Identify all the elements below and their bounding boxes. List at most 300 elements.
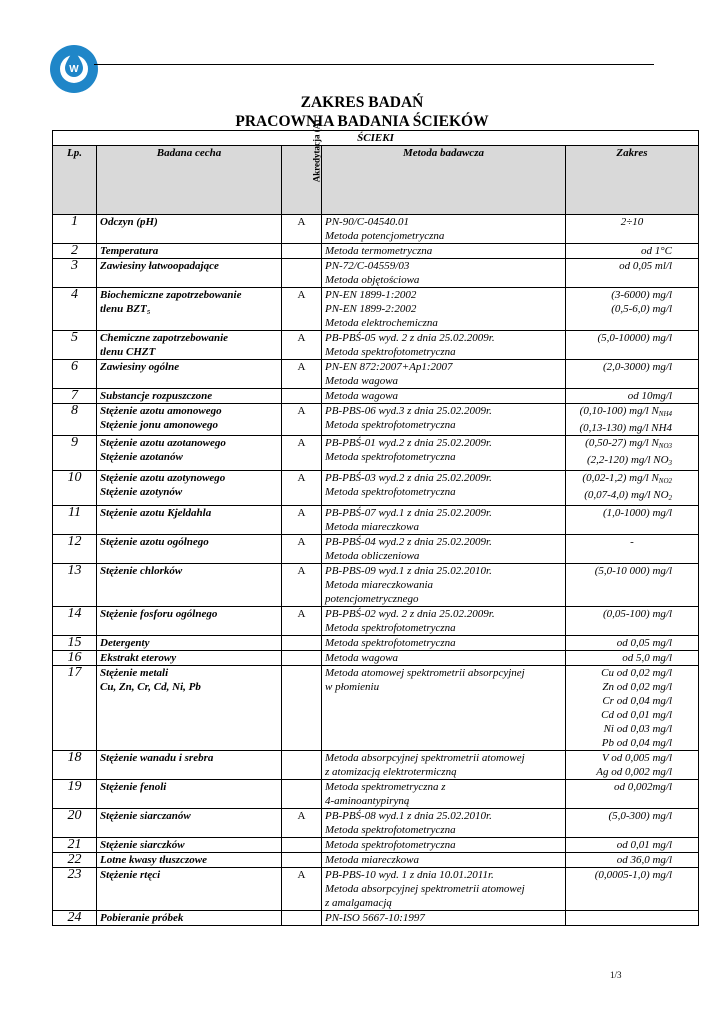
cecha-text: Stężenie siarczków — [100, 839, 185, 851]
metoda-line — [325, 229, 562, 243]
metoda-line — [325, 374, 562, 388]
cecha-line — [100, 418, 278, 432]
row-number: 8 — [53, 404, 97, 436]
row-cecha — [97, 288, 282, 331]
metoda-line — [325, 636, 562, 650]
metoda-line — [325, 823, 562, 837]
metoda-line — [325, 868, 562, 882]
zakres-text: od 0,01 mg/l — [616, 839, 673, 851]
row-number: 5 — [53, 331, 97, 360]
row-zakres — [566, 404, 699, 436]
metoda-line — [325, 389, 562, 403]
document-title: ZAKRES BADAŃ — [300, 94, 424, 111]
table-row — [53, 666, 699, 751]
table-row — [53, 868, 699, 911]
zakres-text: V od 0,005 mg/l — [601, 752, 673, 764]
row-akredytacja — [282, 853, 322, 868]
metoda-text: Metoda miareczkowa — [325, 854, 419, 866]
metoda-text: Metoda obliczeniowa — [325, 550, 420, 562]
row-zakres — [566, 215, 699, 244]
row-metoda — [322, 564, 566, 607]
zakres-text: (0,07-4,0) mg/l NO — [584, 489, 669, 501]
metoda-line — [325, 578, 562, 592]
table-row — [53, 331, 699, 360]
zakres-line — [569, 404, 672, 421]
zakres-line — [569, 421, 672, 435]
metoda-text: Metoda spektrofotometryczna — [325, 346, 456, 358]
cecha-text: Stężenie rtęci — [100, 869, 161, 881]
row-cecha — [97, 535, 282, 564]
zakres-line — [569, 651, 672, 665]
cecha-text: Stężenie azotu azotanowego — [100, 437, 226, 449]
row-zakres — [566, 471, 699, 506]
metoda-text: PN-90/C-04540.01 — [325, 216, 410, 228]
row-cecha — [97, 911, 282, 926]
table-row — [53, 636, 699, 651]
row-metoda — [322, 651, 566, 666]
zakres-text: od 10mg/l — [627, 390, 673, 402]
zakres-line — [569, 680, 672, 694]
metoda-line — [325, 244, 562, 258]
table-row — [53, 853, 699, 868]
zakres-subscript: 2 — [668, 494, 673, 502]
row-akredytacja — [282, 751, 322, 780]
row-metoda — [322, 259, 566, 288]
cecha-text: Stężenie fosforu ogólnego — [100, 608, 218, 620]
row-cecha — [97, 331, 282, 360]
row-akredytacja: A — [282, 868, 322, 911]
table-row — [53, 215, 699, 244]
metoda-text: PB-PBŚ-05 wyd. 2 z dnia 25.02.2009r. — [325, 332, 495, 344]
table-row — [53, 506, 699, 535]
zakres-line — [569, 780, 672, 794]
metoda-text: Metoda wagowa — [325, 652, 399, 664]
row-zakres — [566, 331, 699, 360]
zakres-text: Cr od 0,04 mg/l — [602, 695, 673, 707]
zakres-text: Cu od 0,02 mg/l — [601, 667, 673, 679]
row-cecha — [97, 751, 282, 780]
table-row — [53, 244, 699, 259]
row-metoda — [322, 215, 566, 244]
table-row — [53, 389, 699, 404]
cecha-line — [100, 259, 278, 273]
zakres-line — [569, 838, 672, 852]
metoda-text: Metoda atomowej spektrometrii absorpcyjnej — [325, 667, 525, 679]
row-cecha — [97, 868, 282, 911]
row-zakres — [566, 564, 699, 607]
row-metoda — [322, 751, 566, 780]
row-cecha — [97, 215, 282, 244]
row-zakres — [566, 506, 699, 535]
row-zakres — [566, 780, 699, 809]
zakres-line — [569, 853, 672, 867]
metoda-text: Metoda wagowa — [325, 375, 399, 387]
row-zakres — [566, 607, 699, 636]
metoda-text: PB-PBS-09 wyd.1 z dnia 25.02.2010r. — [325, 565, 492, 577]
row-zakres — [566, 244, 699, 259]
cecha-text: Temperatura — [100, 245, 159, 257]
row-number: 15 — [53, 636, 97, 651]
metoda-line — [325, 607, 562, 621]
cecha-line — [100, 389, 278, 403]
row-metoda — [322, 506, 566, 535]
table-row — [53, 259, 699, 288]
metoda-line — [325, 506, 562, 520]
row-akredytacja: A — [282, 607, 322, 636]
row-akredytacja — [282, 636, 322, 651]
header-cecha: Badana cecha — [97, 146, 282, 215]
metoda-text: Metoda miareczkowa — [325, 521, 419, 533]
row-akredytacja — [282, 911, 322, 926]
metoda-line — [325, 680, 562, 694]
row-zakres — [566, 853, 699, 868]
row-cecha — [97, 853, 282, 868]
row-zakres — [566, 389, 699, 404]
metoda-text: Metoda objętościowa — [325, 274, 420, 286]
zakres-text: Pb od 0,04 mg/l — [601, 737, 673, 749]
zakres-line — [569, 736, 672, 750]
cecha-text: Stężenie jonu amonowego — [100, 419, 218, 431]
row-zakres — [566, 666, 699, 751]
metoda-line — [325, 535, 562, 549]
row-cecha — [97, 651, 282, 666]
row-metoda — [322, 853, 566, 868]
row-akredytacja: A — [282, 471, 322, 506]
zakres-text: Cd od 0,01 mg/l — [601, 709, 673, 721]
table-row — [53, 651, 699, 666]
row-number: 12 — [53, 535, 97, 564]
row-cecha — [97, 607, 282, 636]
row-number: 7 — [53, 389, 97, 404]
metoda-text: potencjometrycznego — [325, 593, 419, 605]
metoda-text: PB-PBŚ-02 wyd. 2 z dnia 25.02.2009r. — [325, 608, 495, 620]
document-subtitle: PRACOWNIA BADANIA ŚCIEKÓW — [235, 113, 489, 130]
row-zakres — [566, 911, 699, 926]
row-metoda — [322, 244, 566, 259]
metoda-text: w płomieniu — [325, 681, 380, 693]
row-number: 11 — [53, 506, 97, 535]
row-number: 19 — [53, 780, 97, 809]
cecha-line — [100, 751, 278, 765]
metoda-line — [325, 838, 562, 852]
cecha-text: Stężenie chlorków — [100, 565, 183, 577]
cecha-text: Stężenie azotanów — [100, 451, 183, 463]
cecha-line — [100, 809, 278, 823]
zakres-line — [569, 302, 672, 316]
metoda-line — [325, 316, 562, 330]
zakres-subscript: NO3 — [658, 442, 673, 450]
row-number: 21 — [53, 838, 97, 853]
row-akredytacja: A — [282, 288, 322, 331]
metoda-line — [325, 809, 562, 823]
cecha-text: Zawiesiny łatwoopadające — [100, 260, 219, 272]
cecha-line — [100, 911, 278, 925]
row-zakres — [566, 751, 699, 780]
row-metoda — [322, 780, 566, 809]
zakres-text: od 5,0 mg/l — [622, 652, 673, 664]
table-row — [53, 780, 699, 809]
cecha-line — [100, 450, 278, 464]
row-akredytacja: A — [282, 404, 322, 436]
metoda-text: PB-PBŚ-04 wyd.2 z dnia 25.02.2009r. — [325, 536, 492, 548]
cecha-line — [100, 666, 278, 680]
header-zakres: Zakres — [566, 146, 699, 215]
metoda-text: PN-EN 1899-1:2002 — [325, 289, 417, 301]
zakres-line — [569, 488, 672, 505]
metoda-line — [325, 404, 562, 418]
metoda-text: PN-ISO 5667-10:1997 — [325, 912, 425, 924]
row-akredytacja — [282, 389, 322, 404]
cecha-text: Lotne kwasy tłuszczowe — [100, 854, 207, 866]
metoda-line — [325, 360, 562, 374]
row-cecha — [97, 564, 282, 607]
metoda-line — [325, 345, 562, 359]
zakres-line — [569, 765, 672, 779]
row-metoda — [322, 535, 566, 564]
metoda-text: PN-72/C-04559/03 — [325, 260, 410, 272]
zakres-line — [569, 360, 672, 374]
cecha-text: tlenu CHZT — [100, 346, 156, 358]
header-akredytacja — [282, 119, 322, 215]
zakres-line — [569, 868, 672, 882]
row-metoda — [322, 607, 566, 636]
row-zakres — [566, 636, 699, 651]
table-row — [53, 360, 699, 389]
section-row — [53, 131, 699, 146]
row-cecha — [97, 436, 282, 471]
metoda-line — [325, 259, 562, 273]
cecha-text: Stężenie azotu Kjeldahla — [100, 507, 212, 519]
row-metoda — [322, 331, 566, 360]
row-cecha — [97, 506, 282, 535]
cecha-line — [100, 868, 278, 882]
zakres-text: Ni od 0,03 mg/l — [603, 723, 673, 735]
metoda-line — [325, 592, 562, 606]
metoda-line — [325, 765, 562, 779]
zakres-text: od 0,05 mg/l — [616, 637, 673, 649]
cecha-line — [100, 485, 278, 499]
cecha-line — [100, 331, 278, 345]
metoda-line — [325, 485, 562, 499]
metoda-line — [325, 288, 562, 302]
row-number: 14 — [53, 607, 97, 636]
row-metoda — [322, 360, 566, 389]
metoda-line — [325, 911, 562, 925]
row-number: 3 — [53, 259, 97, 288]
cecha-line — [100, 651, 278, 665]
row-metoda — [322, 868, 566, 911]
cecha-line — [100, 506, 278, 520]
zakres-subscript: NO2 — [658, 477, 673, 485]
metoda-line — [325, 780, 562, 794]
metoda-text: PB-PBŚ-07 wyd.1 z dnia 25.02.2009r. — [325, 507, 492, 519]
zakres-text: (0,5-6,0) mg/l — [611, 303, 673, 315]
zakres-line — [569, 506, 672, 520]
row-akredytacja: A — [282, 809, 322, 838]
zakres-text: od 36,0 mg/l — [616, 854, 673, 866]
cecha-line — [100, 636, 278, 650]
zakres-text: 2÷10 — [620, 216, 644, 228]
cecha-text: Detergenty — [100, 637, 150, 649]
metoda-line — [325, 436, 562, 450]
row-zakres — [566, 259, 699, 288]
row-zakres — [566, 360, 699, 389]
row-akredytacja — [282, 666, 322, 751]
row-cecha — [97, 666, 282, 751]
cecha-line — [100, 853, 278, 867]
metoda-text: 4-aminoantypiryną — [325, 795, 410, 807]
zakres-subscript: NH4 — [658, 410, 673, 418]
metoda-line — [325, 666, 562, 680]
cecha-text: tlenu BZT₅ — [100, 303, 151, 315]
row-zakres — [566, 868, 699, 911]
zakres-text: (2,0-3000) mg/l — [602, 361, 673, 373]
row-cecha — [97, 780, 282, 809]
zakres-text: (0,02-1,2) mg/l N — [582, 472, 659, 484]
row-metoda — [322, 471, 566, 506]
header-rule — [94, 64, 654, 65]
metoda-line — [325, 896, 562, 910]
row-number: 20 — [53, 809, 97, 838]
table-row — [53, 404, 699, 436]
row-akredytacja: A — [282, 331, 322, 360]
metoda-line — [325, 651, 562, 665]
zakres-line — [569, 535, 695, 549]
zakres-text: Zn od 0,02 mg/l — [602, 681, 673, 693]
metoda-line — [325, 621, 562, 635]
metoda-text: z atomizacją elektrotermiczną — [325, 766, 457, 778]
zakres-text: Ag od 0,002 mg/l — [596, 766, 673, 778]
table-row — [53, 838, 699, 853]
cecha-text: Stężenie fenoli — [100, 781, 167, 793]
metoda-text: Metoda spektrofotometryczna — [325, 637, 456, 649]
metoda-line — [325, 215, 562, 229]
zakres-text: (0,05-100) mg/l — [602, 608, 673, 620]
zakres-subscript: 3 — [668, 459, 673, 467]
cecha-text: Stężenie azotu azotynowego — [100, 472, 226, 484]
metoda-text: PB-PBS-10 wyd. 1 z dnia 10.01.2011r. — [325, 869, 494, 881]
svg-text:W: W — [69, 64, 79, 75]
zakres-text: (0,0005-1,0) mg/l — [594, 869, 673, 881]
metoda-text: Metoda spektrofotometryczna — [325, 824, 456, 836]
header-akredytacja-text: Akredytacja (A) — [311, 119, 322, 183]
metoda-text: Metoda miareczkowania — [325, 579, 434, 591]
row-cecha — [97, 259, 282, 288]
row-number: 17 — [53, 666, 97, 751]
row-cecha — [97, 636, 282, 651]
row-zakres — [566, 288, 699, 331]
zakres-line — [569, 666, 672, 680]
cecha-line — [100, 471, 278, 485]
row-akredytacja — [282, 244, 322, 259]
metoda-line — [325, 564, 562, 578]
zakres-text: (1,0-1000) mg/l — [602, 507, 673, 519]
row-cecha — [97, 471, 282, 506]
cecha-line — [100, 345, 278, 359]
metoda-text: Metoda termometryczna — [325, 245, 433, 257]
cecha-text: Stężenie metali — [100, 667, 169, 679]
zakres-line — [569, 259, 672, 273]
cecha-line — [100, 780, 278, 794]
table-row — [53, 564, 699, 607]
row-metoda — [322, 838, 566, 853]
zakres-text: (5,0-10 000) mg/l — [594, 565, 673, 577]
zakres-line — [569, 331, 672, 345]
cecha-line — [100, 838, 278, 852]
table-row — [53, 535, 699, 564]
row-metoda — [322, 911, 566, 926]
metoda-text: z amalgamacją — [325, 897, 392, 909]
header-row — [53, 146, 699, 215]
row-cecha — [97, 389, 282, 404]
row-number: 16 — [53, 651, 97, 666]
cecha-text: Stężenie wanadu i srebra — [100, 752, 214, 764]
cecha-text: Stężenie azotu amonowego — [100, 405, 222, 417]
row-metoda — [322, 288, 566, 331]
row-akredytacja: A — [282, 564, 322, 607]
table-row — [53, 911, 699, 926]
zakres-line — [569, 694, 672, 708]
metoda-text: PB-PBŚ-03 wyd.2 z dnia 25.02.2009r. — [325, 472, 492, 484]
metoda-line — [325, 794, 562, 808]
zakres-line — [569, 215, 695, 229]
zakres-text: (0,50-27) mg/l N — [585, 437, 659, 449]
cecha-line — [100, 564, 278, 578]
zakres-line — [569, 389, 672, 403]
cecha-text: Biochemiczne zapotrzebowanie — [100, 289, 242, 301]
cecha-text: Zawiesiny ogólne — [100, 361, 180, 373]
zakres-line — [569, 471, 672, 488]
zakres-text: (0,10-100) mg/l N — [579, 405, 659, 417]
metoda-text: Metoda spektrofotometryczna — [325, 451, 456, 463]
zakres-text: (0,13-130) mg/l NH4 — [579, 422, 673, 434]
zakres-line — [569, 453, 672, 470]
row-akredytacja — [282, 780, 322, 809]
metoda-text: PB-PBS-06 wyd.3 z dnia 25.02.2009r. — [325, 405, 492, 417]
zakres-text: - — [630, 536, 634, 548]
metoda-line — [325, 273, 562, 287]
row-number: 24 — [53, 911, 97, 926]
row-cecha — [97, 360, 282, 389]
zakres-text: (2,2-120) mg/l NO — [586, 454, 669, 466]
cecha-line — [100, 215, 278, 229]
cecha-text: Cu, Zn, Cr, Cd, Ni, Pb — [100, 681, 201, 693]
cecha-line — [100, 535, 278, 549]
row-akredytacja — [282, 651, 322, 666]
row-akredytacja: A — [282, 360, 322, 389]
row-number: 9 — [53, 436, 97, 471]
row-number: 10 — [53, 471, 97, 506]
row-zakres — [566, 838, 699, 853]
metoda-line — [325, 471, 562, 485]
row-metoda — [322, 809, 566, 838]
zakres-text: (5,0-10000) mg/l — [597, 332, 673, 344]
zakres-line — [569, 244, 672, 258]
zakres-line — [569, 708, 672, 722]
company-logo — [49, 44, 99, 94]
page-number: 1/3 — [610, 970, 622, 980]
header-metoda: Metoda badawcza — [322, 146, 566, 215]
row-number: 4 — [53, 288, 97, 331]
zakres-line — [569, 564, 672, 578]
cecha-text: Substancje rozpuszczone — [100, 390, 213, 402]
row-number: 18 — [53, 751, 97, 780]
row-metoda — [322, 666, 566, 751]
zakres-line — [569, 288, 672, 302]
metoda-line — [325, 418, 562, 432]
metoda-line — [325, 331, 562, 345]
row-cecha — [97, 244, 282, 259]
